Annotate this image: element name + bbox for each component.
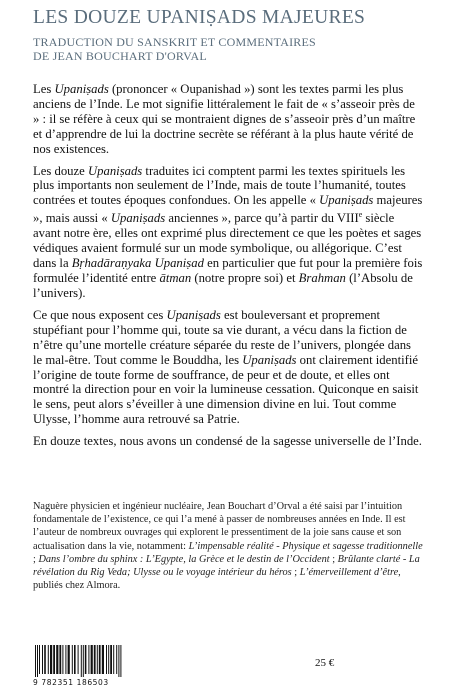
barcode-bar xyxy=(78,645,79,674)
barcode-bar xyxy=(65,645,66,674)
italic-run: Upaniṣads xyxy=(319,193,374,208)
italic-run: L’impensable réalité - Physique et sagesse traditionnelle xyxy=(188,540,423,552)
barcode-bar xyxy=(99,645,101,674)
barcode-bar xyxy=(120,645,121,677)
barcode-bar xyxy=(68,645,70,674)
text-run: (notre propre soi) et xyxy=(191,271,299,286)
barcode-bar xyxy=(56,645,58,674)
book-subtitle xyxy=(33,35,316,63)
italic-run: Bṛhadāraṇyaka Upaniṣad xyxy=(71,256,204,271)
barcode-bar xyxy=(91,645,93,674)
text-run: Naguère physicien et ingénieur nucléaire, Jean Bouchart d’Orval a été saisi par l’intuition fondamentale de l’existence, ce qui l’a mené à passer de nombreuses années en Inde. Il est l’auteur de nombreux ouvrages qui explorent le pressentiment de la joie sans cause et son actualisation dans la vie, notamment: xyxy=(33,501,406,552)
text-run: ; xyxy=(291,567,300,579)
barcode-bar xyxy=(88,645,89,674)
blurb-paragraph-4: En douze textes, nous avons un condensé de la sagesse universelle de l’Inde. xyxy=(33,434,422,449)
barcode-bar xyxy=(37,645,38,677)
book-title: LES DOUZE UPANIṢADS MAJEURES xyxy=(33,7,366,28)
italic-run: Brahman xyxy=(298,271,346,286)
price-label: 25 € xyxy=(315,657,335,669)
text-run: ont clairement identifié l’origine de toute forme de souffrance, de peur et de doute, et elles ont montré la direction pour en voir la lumineuse cessation. Quiconque en saisit le sens, peut alors s’éveiller à une dimension divine en lui. Tout comme Ulysse, l’homme aura retrouvé sa Patrie. xyxy=(33,352,419,427)
text-run: Ce que nous exposent ces xyxy=(33,307,167,322)
text-run: anciennes », parce qu’à partir du VIII xyxy=(165,211,359,226)
text-run: majeures », mais aussi « xyxy=(33,193,423,226)
text-run: (l’Absolu de l’univers). xyxy=(33,271,413,301)
text-run: en particulier que fut pour la première fois formulée l’identité entre xyxy=(33,256,423,286)
isbn-number: 9 782351 186503 xyxy=(33,678,109,687)
barcode-bar xyxy=(113,645,114,674)
italic-run: Upaniṣads xyxy=(166,307,221,322)
barcode-bar xyxy=(110,645,112,674)
barcode-bar xyxy=(53,645,55,674)
blurb-paragraph-1 xyxy=(33,82,423,157)
italic-run: Upaniṣads xyxy=(87,163,143,178)
subtitle-line-1: TRADUCTION DU SANSKRIT ET COMMENTAIRES xyxy=(33,35,316,49)
barcode-bar xyxy=(42,645,43,674)
subtitle-line-2: DE JEAN BOUCHART D'ORVAL xyxy=(33,49,207,63)
barcode-bar xyxy=(81,645,82,677)
text-run: Les douze xyxy=(33,163,88,178)
text-run: est bouleversant et proprement stupéfiant pour l’homme qui, toute sa vie durant, a vécu dans la fiction de n’être qu’une mortelle créature séparée du reste de l’univers, plongée dans le mal-être. Tout comme le Bouddha, les xyxy=(33,307,411,367)
barcode-bar xyxy=(62,645,63,674)
barcode-bar xyxy=(85,645,87,674)
isbn-barcode xyxy=(33,645,148,677)
barcode-bar xyxy=(72,645,73,674)
italic-run: L’émerveillement d’être xyxy=(299,567,399,579)
italic-run: Upaniṣads xyxy=(242,352,297,367)
author-bio xyxy=(33,500,425,592)
italic-run: Dans l’ombre du sphinx : L’Egypte, la Grèce et le destin de l’Occident xyxy=(38,553,330,565)
text-run: traduites ici comptent parmi les textes spirituels les plus importants non seulement de l’Inde, mais de toute l’humanité, toutes contrées et toutes époques confondues. On les appelle « xyxy=(33,163,406,208)
barcode-bar xyxy=(106,645,107,674)
barcode-bar xyxy=(48,645,49,674)
barcode-bar xyxy=(102,645,104,674)
author-bio-paragraph xyxy=(33,500,425,592)
blurb-paragraph-3 xyxy=(33,308,423,427)
barcode-bar xyxy=(44,645,46,674)
superscript: e xyxy=(358,210,363,220)
barcode-bar xyxy=(108,645,109,674)
italic-run: Upaniṣads xyxy=(110,211,166,226)
barcode-bar xyxy=(35,645,36,677)
italic-run: ātman xyxy=(159,271,192,286)
barcode-bar xyxy=(97,645,98,674)
text-run: ; xyxy=(329,553,338,565)
barcode-bar xyxy=(59,645,61,674)
italic-run: Upaniṣads xyxy=(54,82,109,96)
barcode-bar xyxy=(50,645,52,674)
italic-run: Brûlante clarté - La révélation du Rig Veda; Ulysse ou le voyage intérieur du héros xyxy=(33,553,420,579)
barcode-bar xyxy=(116,645,117,674)
text-run: Les xyxy=(33,82,55,96)
barcode-bar xyxy=(94,645,96,674)
barcode-bar xyxy=(118,645,119,677)
text-run: (prononcer « Oupanishad ») sont les textes parmi les plus anciens de l’Inde. Le mot signifie littéralement le fait de « s’asseoir près de » : il se réfère à ceux qui se montraient dignes de s’asseoir près d’un maître et d’apprendre de lui la doctrine secrète se référant à la plus haute vérité de nos existences. xyxy=(33,82,416,156)
barcode-bar xyxy=(39,645,40,674)
text-run: siècle avant notre ère, elles ont exprimé plus directement ce que les poètes et sages védiques avaient formulé sur un mode symbolique, ou allégorique. C’est dans la xyxy=(33,211,422,271)
text-run: ; xyxy=(33,553,39,565)
barcode-bar xyxy=(74,645,76,674)
blurb-paragraph-2 xyxy=(33,164,423,301)
text-run: , publiés chez Almora. xyxy=(33,567,401,592)
blurb xyxy=(33,82,423,456)
barcode-bar xyxy=(83,645,84,677)
